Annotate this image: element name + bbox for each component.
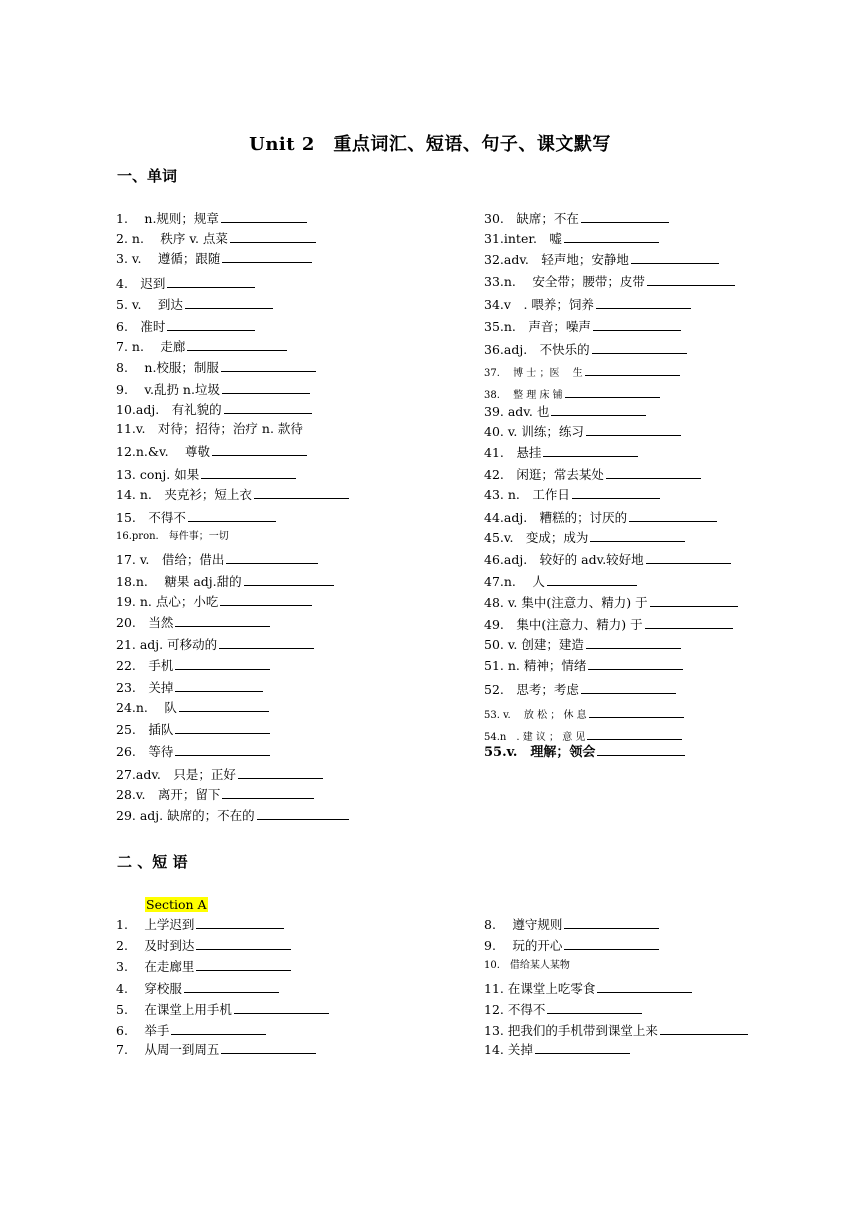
phrase-prompt: 5. 在课堂上用手机 xyxy=(116,1002,232,1017)
vocab-prompt: 40. v. 训练；练习 xyxy=(484,424,584,439)
vocab-prompt: 20. 当然 xyxy=(116,615,174,630)
phrase-item xyxy=(484,1022,748,1039)
vocab-item xyxy=(116,230,316,247)
vocab-item xyxy=(116,636,314,653)
answer-blank[interactable] xyxy=(597,743,685,756)
vocab-item xyxy=(116,551,318,568)
vocab-item xyxy=(116,807,349,824)
answer-blank[interactable] xyxy=(647,273,735,286)
answer-blank[interactable] xyxy=(171,1022,266,1035)
vocab-prompt: 38. 整 理 床 铺 xyxy=(484,390,563,401)
answer-blank[interactable] xyxy=(196,937,291,950)
vocab-prompt: 22. 手机 xyxy=(116,658,174,673)
vocab-item xyxy=(116,338,287,355)
answer-blank[interactable] xyxy=(187,338,287,351)
phrase-prompt: 12. 不得不 xyxy=(484,1002,546,1017)
vocab-item xyxy=(484,657,683,674)
vocab-prompt: 16.pron. 每件事；一切 xyxy=(116,531,229,542)
vocab-prompt: 12.n.&v. 尊敬 xyxy=(116,444,211,459)
answer-blank[interactable] xyxy=(535,1041,630,1054)
answer-blank[interactable] xyxy=(221,359,316,372)
vocab-prompt: 29. adj. 缺席的；不在的 xyxy=(116,808,255,823)
vocab-prompt: 5. v. 到达 xyxy=(116,297,183,312)
vocab-item xyxy=(484,423,681,440)
phrase-item xyxy=(484,916,659,933)
answer-blank[interactable] xyxy=(175,743,270,756)
answer-blank[interactable] xyxy=(234,1001,329,1014)
answer-blank[interactable] xyxy=(597,980,692,993)
vocab-item xyxy=(116,699,269,716)
vocab-prompt: 21. adj. 可移动的 xyxy=(116,637,218,652)
vocab-prompt: 43. n. 工作日 xyxy=(484,487,570,502)
vocab-item xyxy=(484,705,684,724)
vocab-item xyxy=(116,318,255,335)
vocab-item xyxy=(116,679,263,696)
vocab-item xyxy=(116,381,310,398)
vocab-item xyxy=(116,529,229,545)
phrase-item xyxy=(484,1041,630,1058)
vocab-prompt: 32.adv. 轻声地；安静地 xyxy=(484,252,629,267)
vocab-item xyxy=(116,614,270,631)
vocab-item xyxy=(116,657,270,674)
answer-blank[interactable] xyxy=(564,937,659,950)
answer-blank[interactable] xyxy=(586,423,681,436)
vocab-item xyxy=(484,743,685,761)
vocab-prompt: 50. v. 创建；建造 xyxy=(484,637,584,652)
vocab-item xyxy=(116,275,255,292)
vocab-prompt: 35.n. 声音；噪声 xyxy=(484,319,591,334)
answer-blank[interactable] xyxy=(629,509,717,522)
vocab-prompt: 26. 等待 xyxy=(116,744,174,759)
vocab-prompt: 54.n . 建 议 ； 意 见 xyxy=(484,732,586,743)
vocab-prompt: 30. 缺席；不在 xyxy=(484,211,579,226)
vocab-item xyxy=(484,363,680,382)
vocab-item xyxy=(116,486,349,503)
answer-blank[interactable] xyxy=(588,657,683,670)
section-heading-phrases: 二 、短 语 xyxy=(117,853,188,871)
answer-blank[interactable] xyxy=(179,699,269,712)
answer-blank[interactable] xyxy=(645,616,733,629)
vocab-prompt: 2. n. 秩序 v. 点菜 xyxy=(116,231,228,246)
vocab-item xyxy=(484,636,681,653)
answer-blank[interactable] xyxy=(222,381,310,394)
answer-blank[interactable] xyxy=(167,275,255,288)
answer-blank[interactable] xyxy=(585,363,680,376)
answer-blank[interactable] xyxy=(196,916,284,929)
answer-blank[interactable] xyxy=(631,251,719,264)
vocab-prompt: 6. 准时 xyxy=(116,319,166,334)
phrase-prompt: 4. 穿校服 xyxy=(116,981,182,996)
answer-blank[interactable] xyxy=(238,766,323,779)
answer-blank[interactable] xyxy=(230,230,316,243)
page-title: Unit 2 重点词汇、短语、句子、课文默写 xyxy=(249,134,611,155)
vocab-item xyxy=(484,403,646,420)
phrase-prompt: 3. 在走廊里 xyxy=(116,959,195,974)
answer-blank[interactable] xyxy=(222,786,314,799)
phrase-item xyxy=(116,980,279,997)
phrase-item xyxy=(116,958,291,975)
answer-blank[interactable] xyxy=(596,296,691,309)
answer-blank[interactable] xyxy=(196,958,291,971)
phrase-prompt: 1. 上学迟到 xyxy=(116,917,195,932)
vocab-item xyxy=(484,551,731,568)
vocab-item xyxy=(116,786,314,803)
vocab-prompt: 10.adj. 有礼貌的 xyxy=(116,402,222,417)
vocab-prompt: 14. n. 夹克衫；短上衣 xyxy=(116,487,252,502)
vocab-item xyxy=(484,296,691,313)
vocab-item xyxy=(116,593,312,610)
vocab-prompt: 52. 思考；考虑 xyxy=(484,682,579,697)
answer-blank[interactable] xyxy=(184,980,279,993)
vocab-item xyxy=(484,251,719,268)
vocab-item xyxy=(484,385,660,404)
vocab-item xyxy=(116,766,323,783)
vocab-item xyxy=(484,573,637,590)
phrase-prompt: 11. 在课堂上吃零食 xyxy=(484,981,596,996)
vocab-item xyxy=(484,341,687,358)
phrase-prompt: 9. 玩的开心 xyxy=(484,938,563,953)
vocab-item xyxy=(116,210,307,227)
vocab-prompt: 39. adv. 也 xyxy=(484,404,550,419)
vocab-prompt: 9. v.乱扔 n.垃圾 xyxy=(116,382,220,397)
vocab-item xyxy=(116,296,273,313)
vocab-item xyxy=(484,681,676,698)
vocab-prompt: 41. 悬挂 xyxy=(484,445,542,460)
answer-blank[interactable] xyxy=(547,573,637,586)
vocab-prompt: 11.v. 对待；招待；治疗 n. 款待 xyxy=(116,421,303,436)
vocab-item xyxy=(116,721,270,738)
vocab-prompt: 53. v. 放 松 ； 休 息 xyxy=(484,710,587,721)
answer-blank[interactable] xyxy=(586,636,681,649)
vocab-item xyxy=(484,466,701,483)
answer-blank[interactable] xyxy=(175,657,270,670)
vocab-prompt: 24.n. 队 xyxy=(116,700,177,715)
vocab-item xyxy=(116,466,296,483)
vocab-prompt: 44.adj. 糟糕的；讨厌的 xyxy=(484,510,628,525)
answer-blank[interactable] xyxy=(167,318,255,331)
answer-blank[interactable] xyxy=(219,636,314,649)
answer-blank[interactable] xyxy=(212,443,307,456)
phrase-prompt: 2. 及时到达 xyxy=(116,938,195,953)
vocab-item xyxy=(484,616,733,633)
phrase-prompt: 8. 遵守规则 xyxy=(484,917,563,932)
answer-blank[interactable] xyxy=(589,705,684,718)
answer-blank[interactable] xyxy=(222,250,312,263)
vocab-item xyxy=(116,401,312,418)
vocab-prompt: 8. n.校服；制服 xyxy=(116,360,219,375)
vocab-prompt: 46.adj. 较好的 adv.较好地 xyxy=(484,552,644,567)
answer-blank[interactable] xyxy=(221,210,307,223)
answer-blank[interactable] xyxy=(547,1001,642,1014)
answer-blank[interactable] xyxy=(226,551,318,564)
section-a-label xyxy=(145,897,208,913)
vocab-item xyxy=(484,230,659,247)
answer-blank[interactable] xyxy=(572,486,660,499)
vocab-item xyxy=(116,573,334,590)
phrase-item xyxy=(484,1001,642,1018)
answer-blank[interactable] xyxy=(593,318,681,331)
answer-blank[interactable] xyxy=(564,916,659,929)
answer-blank[interactable] xyxy=(254,486,349,499)
vocab-prompt: 31.inter. 嘘 xyxy=(484,231,562,246)
vocab-prompt: 47.n. 人 xyxy=(484,574,545,589)
vocab-prompt: 23. 关掉 xyxy=(116,680,174,695)
phrase-item xyxy=(116,1022,266,1039)
vocab-item xyxy=(116,421,303,437)
answer-blank[interactable] xyxy=(221,1041,316,1054)
phrase-item xyxy=(484,937,659,954)
vocab-prompt: 49. 集中(注意力、精力) 于 xyxy=(484,617,643,632)
vocab-item xyxy=(484,529,685,546)
vocab-item xyxy=(116,443,307,460)
phrase-item xyxy=(484,980,692,997)
answer-blank[interactable] xyxy=(175,614,270,627)
vocab-item xyxy=(116,250,312,267)
vocab-prompt: 51. n. 精神；情绪 xyxy=(484,658,587,673)
vocab-prompt: 17. v. 借给；借出 xyxy=(116,552,225,567)
answer-blank[interactable] xyxy=(185,296,273,309)
answer-blank[interactable] xyxy=(564,230,659,243)
answer-blank[interactable] xyxy=(201,466,296,479)
answer-blank[interactable] xyxy=(592,341,687,354)
section-a-highlight: Section A xyxy=(146,897,207,912)
phrase-item xyxy=(116,916,284,933)
vocab-prompt: 27.adv. 只是；正好 xyxy=(116,767,236,782)
answer-blank[interactable] xyxy=(646,551,731,564)
vocab-item xyxy=(116,743,270,760)
answer-blank[interactable] xyxy=(175,721,270,734)
vocab-prompt: 13. conj. 如果 xyxy=(116,467,200,482)
vocab-prompt: 34.v . 喂养；饲养 xyxy=(484,297,594,312)
vocab-prompt: 19. n. 点心；小吃 xyxy=(116,594,219,609)
answer-blank[interactable] xyxy=(220,593,312,606)
vocab-prompt: 18.n. 糖果 adj.甜的 xyxy=(116,574,242,589)
vocab-item xyxy=(484,444,638,461)
answer-blank[interactable] xyxy=(244,573,334,586)
vocab-prompt: 4. 迟到 xyxy=(116,276,166,291)
answer-blank[interactable] xyxy=(188,509,276,522)
answer-blank[interactable] xyxy=(660,1022,748,1035)
vocab-prompt: 37. 博 士 ；医 生 xyxy=(484,368,583,379)
phrase-prompt: 14. 关掉 xyxy=(484,1042,533,1057)
vocab-prompt: 7. n. 走廊 xyxy=(116,339,186,354)
answer-blank[interactable] xyxy=(257,807,349,820)
vocab-item xyxy=(484,509,717,526)
vocab-prompt: 25. 插队 xyxy=(116,722,174,737)
answer-blank[interactable] xyxy=(565,385,660,398)
phrase-prompt: 10. 借给某人某物 xyxy=(484,960,570,971)
phrase-item xyxy=(116,1001,329,1018)
answer-blank[interactable] xyxy=(590,529,685,542)
phrase-item xyxy=(116,937,291,954)
vocab-prompt: 1. n.规则；规章 xyxy=(116,211,219,226)
vocab-item xyxy=(484,486,660,503)
section-heading-vocabulary: 一、单词 xyxy=(117,167,178,185)
vocab-prompt: 48. v. 集中(注意力、精力) 于 xyxy=(484,595,648,610)
phrase-item xyxy=(484,958,570,974)
phrase-item xyxy=(116,1041,316,1058)
vocab-prompt: 55.v. 理解；领会 xyxy=(484,745,596,760)
answer-blank[interactable] xyxy=(175,679,263,692)
vocab-item xyxy=(116,509,276,526)
answer-blank[interactable] xyxy=(587,727,682,740)
vocab-prompt: 28.v. 离开；留下 xyxy=(116,787,221,802)
phrase-prompt: 13. 把我们的手机带到课堂上来 xyxy=(484,1023,658,1038)
vocab-item xyxy=(116,359,316,376)
answer-blank[interactable] xyxy=(543,444,638,457)
vocab-item xyxy=(484,210,669,227)
vocab-prompt: 36.adj. 不快乐的 xyxy=(484,342,590,357)
vocab-prompt: 33.n. 安全带；腰带；皮带 xyxy=(484,274,645,289)
vocab-prompt: 3. v. 遵循；跟随 xyxy=(116,251,221,266)
vocab-item xyxy=(484,273,735,290)
answer-blank[interactable] xyxy=(650,594,738,607)
answer-blank[interactable] xyxy=(581,210,669,223)
vocab-prompt: 42. 闲逛；常去某处 xyxy=(484,467,604,482)
answer-blank[interactable] xyxy=(551,403,646,416)
vocab-prompt: 45.v. 变成；成为 xyxy=(484,530,589,545)
phrase-prompt: 7. 从周一到周五 xyxy=(116,1042,220,1057)
answer-blank[interactable] xyxy=(606,466,701,479)
answer-blank[interactable] xyxy=(581,681,676,694)
vocab-prompt: 15. 不得不 xyxy=(116,510,186,525)
vocab-item xyxy=(484,318,681,335)
vocab-item xyxy=(484,594,738,611)
phrase-prompt: 6. 举手 xyxy=(116,1023,170,1038)
answer-blank[interactable] xyxy=(224,401,312,414)
